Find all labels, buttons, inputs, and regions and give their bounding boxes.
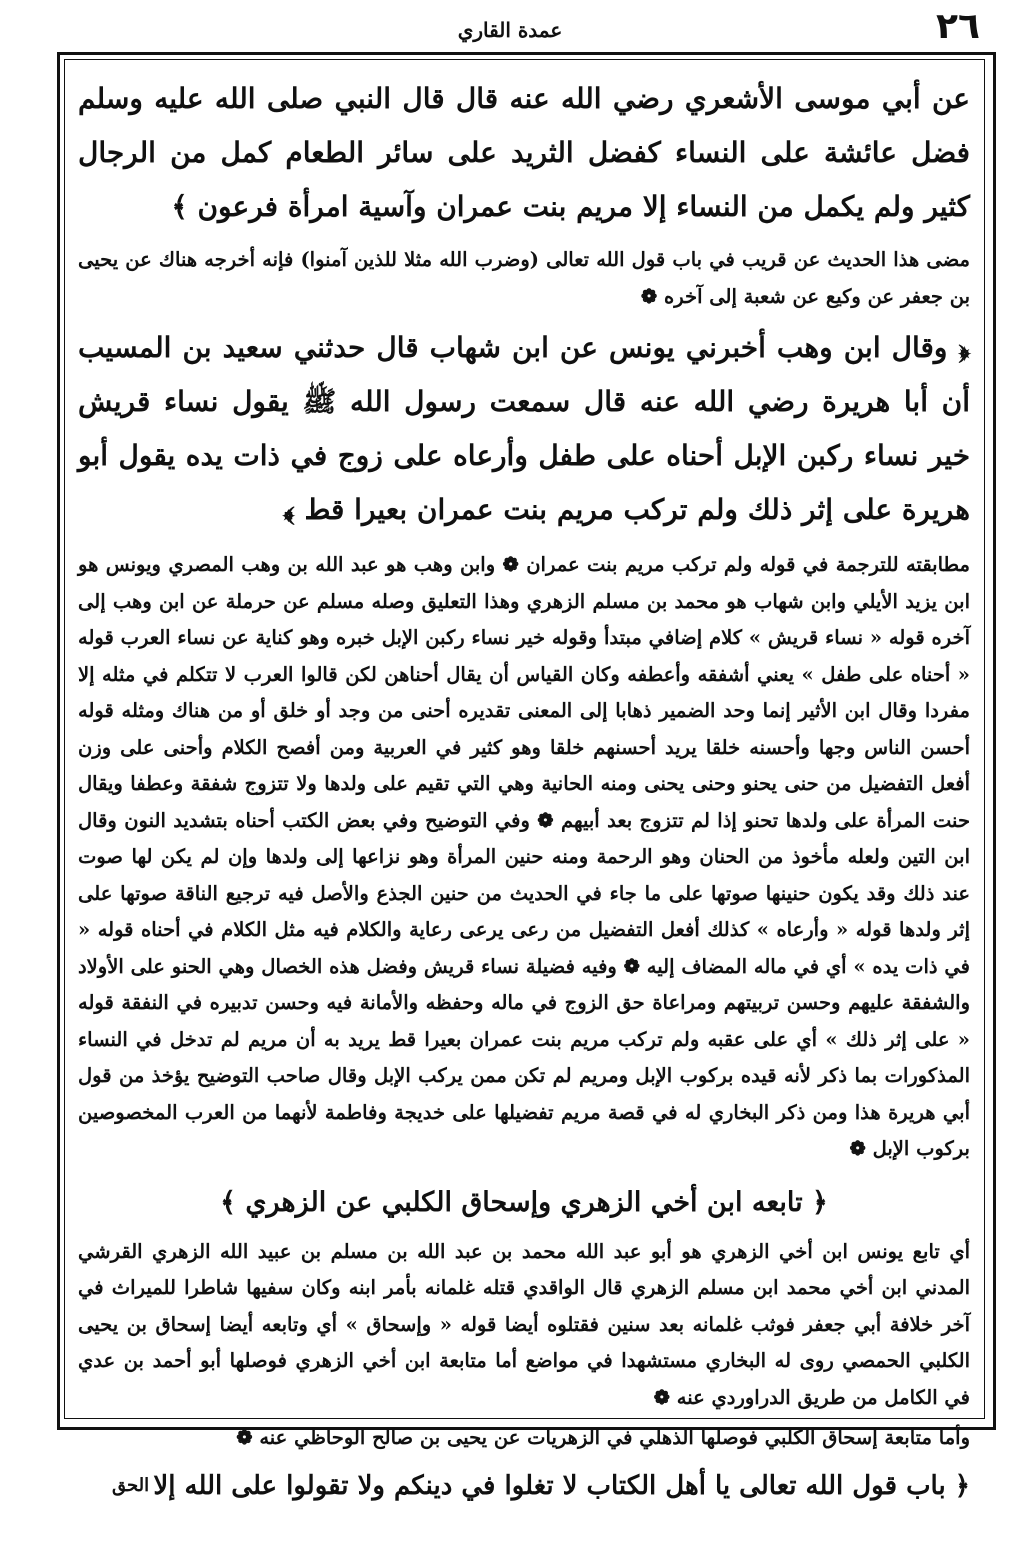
running-title: عمدة القاري	[457, 18, 563, 42]
catchword: الحق	[112, 1475, 150, 1496]
commentary-paragraph: مطابقته للترجمة في قوله ولم تركب مريم بنت عمران ❁ وابن وهب هو عبد الله بن وهب المصري ويونس هو ابن يزيد الأيلي وابن شهاب هو محمد بن مسلم الزهري وهذا التعليق وصله مسلم عن حرملة عن ابن وهب إلى آخره قوله « نساء قريش » كلام إضافي مبتدأ وقوله خير نساء ركبن الإبل خبره وهو كناية عن نساء العرب قوله « أحناه على طفل » يعني أشفقه وأعطفه وكان القياس أن يقال أحناهن لكن قالوا العرب لا تتكلم في مثله إلا مفردا وقال ابن الأثير إنما وحد الضمير ذهابا إلى المعنى تقديره أحنى من وجد أو خلق أو من هناك ومثله قوله أحسن الناس وجها وأحسنه خلقا يريد أحسنهم خلقا وهو كثير في العربية ومن أفصح الكلام وأحنى على وزن أفعل التفضيل من حنى يحنو وحنى يحنى ومنه الحانية وهي التي تقيم على ولدها ولا تتزوج شفقة وعطفا ويقال حنت المرأة على ولدها تحنو إذا لم تتزوج بعد أبيهم ❁ وفي التوضيح وفي بعض الكتب أحناه بتشديد النون وقال ابن التين ولعله مأخوذ من الحنان وهو الرحمة ومنه حنين المرأة وهو نزاعها إلى ولدها وإن لم يكن لها صوت عند ذلك وقد يكون حنينها صوتها على ما جاء في الحديث من حنين الجذع والأصل فيه ترجيع الناقة صوتها على إثر ولدها قوله « وأرعاه » كذلك أفعل التفضيل من رعى يرعى رعاية والكلام فيه مثل الكلام في أحناه قوله « في ذات يده » أي في ماله المضاف إليه ❁ وفيه فضيلة نساء قريش وفضل هذه الخصال وهي الحنو على الأولاد والشفقة عليهم وحسن تربيتهم ومراعاة حق الزوج في ماله وحفظه والأمانة فيه وحسن تدبيره في النفقة قوله « على إثر ذلك » أي على عقبه ولم تركب مريم بنت عمران بعيرا قط يريد به أن مريم لم تدخل في النساء المذكورات بما ذكر لأنه قيده بركوب الإبل ومريم لم تكن ممن يركب الإبل وقال صاحب التوضيح يؤخذ من قول أبي هريرة هذا ومن ذكر البخاري له في قصة مريم تفضيلها على خديجة وفاطمة لأنهما من العرب المخصوصين بركوب الإبل ❁	[78, 553, 970, 1160]
commentary-paragraph: أي تابع يونس ابن أخي الزهري هو أبو عبد الله محمد بن عبد الله بن مسلم بن عبيد الله الزهري القرشي المدني ابن أخي محمد ابن مسلم الزهري قال الواقدي قتله غلمانه بأمر ابنه وكان سفيها شاطرا للميراث في آخر خلافة أبي جعفر فوثب غلمانه بعد سنين فقتلوه أيضا قوله « وإسحاق » أي وتابعه أيضا إسحاق بن يحيى الكلبي الحمصي روى له البخاري مستشهدا في مواضع أما متابعة ابن أخي الزهري فوصلها أبو أحمد بن عدي في الكامل من طريق الدراوردي عنه ❁	[78, 1239, 970, 1409]
commentary-paragraph: وأما متابعة إسحاق الكلبي فوصلها الذهلي في الزهريات عن يحيى بن صالح الوحاظي عنه ❁	[236, 1426, 970, 1449]
mutaba-heading: ﴿ تابعه ابن أخي الزهري وإسحاق الكلبي عن الزهري ﴾	[220, 1186, 828, 1218]
hadith-text-aisha: عن أبي موسى الأشعري رضي الله عنه قال قال النبي صلى الله عليه وسلم فضل عائشة على النساء كفضل الثريد على سائر الطعام كمل من الرجال كثير ولم يكمل من النساء إلا مريم بنت عمران وآسية امرأة فرعون ﴾	[78, 82, 970, 223]
commentary-paragraph: مضى هذا الحديث عن قريب في باب قول الله تعالى (وضرب الله مثلا للذين آمنوا) فإنه أخرجه هناك عن يحيى بن جعفر عن وكيع عن شعبة إلى آخره ❁	[78, 248, 970, 308]
chapter-heading: ﴿ باب قول الله تعالى يا أهل الكتاب لا تغلوا في دينكم ولا تقولوا على الله إلا	[153, 1470, 970, 1501]
page-number: ٢٦	[936, 6, 980, 47]
hadith-text-quraysh: ﴿ وقال ابن وهب أخبرني يونس عن ابن شهاب قال حدثني سعيد بن المسيب أن أبا هريرة رضي الله عنه قال سمعت رسول الله ﷺ يقول نساء قريش خير نساء ركبن الإبل أحناه على طفل وأرعاه على زوج في ذات يده يقول أبو هريرة على إثر ذلك ولم تركب مريم بنت عمران بعيرا قط ﴾	[78, 331, 971, 526]
page-header	[40, 6, 980, 54]
